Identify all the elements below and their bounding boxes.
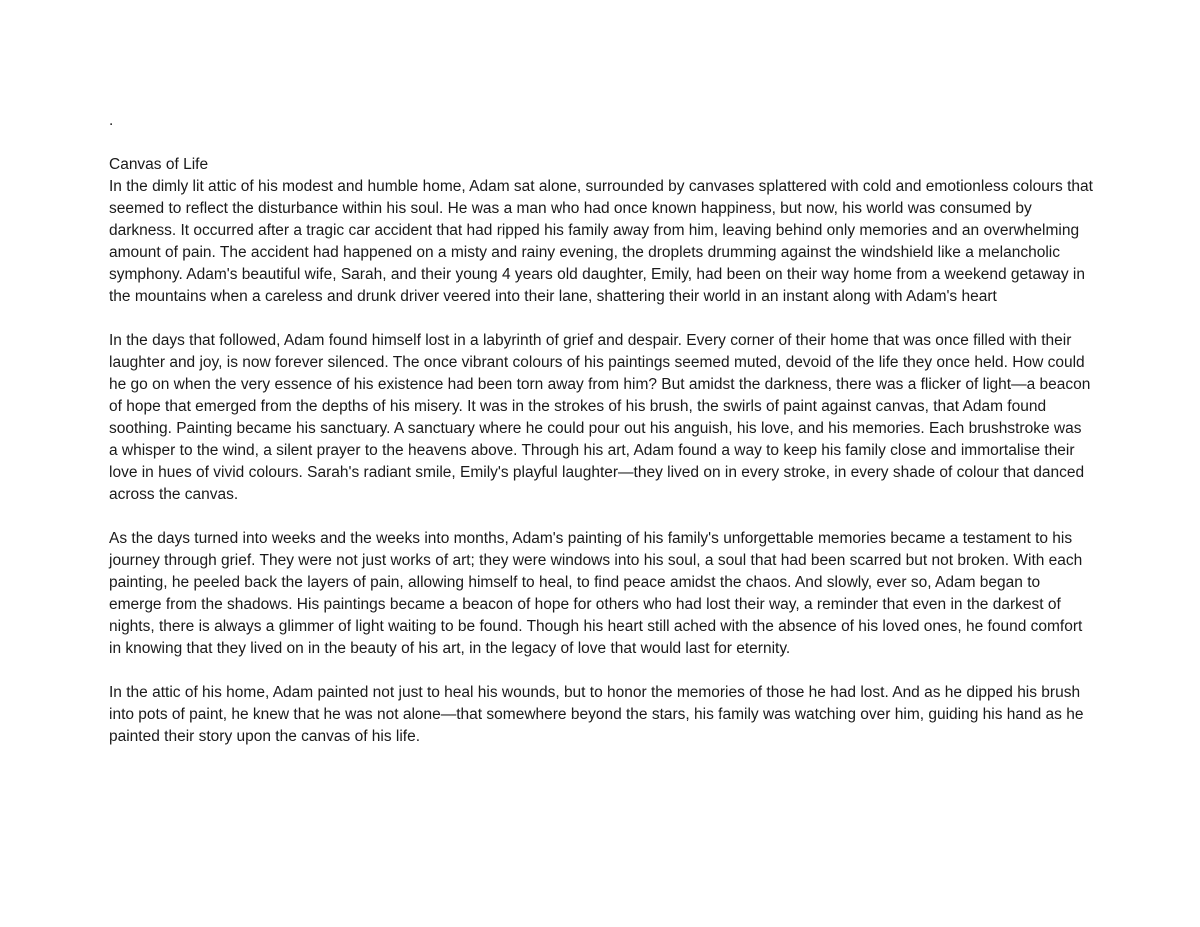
paragraph-3: As the days turned into weeks and the weeks into months, Adam's painting of his family's unforgettable memories became a testament to his journey through grief. They were not just works of art; they were windows into his soul, a soul that had been scarred but not broken. With each painting, he peeled back the layers of pain, allowing himself to heal, to find peace amidst the chaos. And slowly, ever so, Adam began to emerge from the shadows. His paintings became a beacon of hope for others who had lost their way, a reminder that even in the darkest of nights, there is always a glimmer of light waiting to be found. Though his heart still ached with the absence of his loved ones, he found comfort in knowing that they lived on in the beauty of his art, in the legacy of love that would last for eternity. [109, 530, 1083, 657]
paragraph-4: In the attic of his home, Adam painted not just to heal his wounds, but to honor the memories of those he had lost. And as he dipped his brush into pots of paint, he knew that he was not alone—that somewhere beyond the stars, his family was watching over him, guiding his hand as he painted their story upon the canvas of his life. [109, 684, 1084, 745]
document-body [109, 110, 1094, 770]
paragraph-2: In the days that followed, Adam found himself lost in a labyrinth of grief and despair. Every corner of their home that was once filled with their laughter and joy, is now forever silenced. The once vibrant colours of his paintings seemed muted, devoid of the life they once held. How could he go on when the very essence of his existence had been torn away from him? But amidst the darkness, there was a flicker of light—a beacon of hope that emerged from the depths of his misery. It was in the strokes of his brush, the swirls of paint against canvas, that Adam found soothing. Painting became his sanctuary. A sanctuary where he could pour out his anguish, his love, and his memories. Each brushstroke was a whisper to the wind, a silent prayer to the heavens above. Through his art, Adam found a way to keep his family close and immortalise their love in hues of vivid colours. Sarah's radiant smile, Emily's playful laughter—they lived on in every stroke, in every shade of colour that danced across the canvas. [109, 332, 1091, 503]
paragraph-1: In the dimly lit attic of his modest and humble home, Adam sat alone, surrounded by canvases splattered with cold and emotionless colours that seemed to reflect the disturbance within his soul. He was a man who had once known happiness, but now, his world was consumed by darkness. It occurred after a tragic car accident that had ripped his family away from him, leaving behind only memories and an overwhelming amount of pain. The accident had happened on a misty and rainy evening, the droplets drumming against the windshield like a melancholic symphony. Adam's beautiful wife, Sarah, and their young 4 years old daughter, Emily, had been on their way home from a weekend getaway in the mountains when a careless and drunk driver veered into their lane, shattering their world in an instant along with Adam's heart [109, 178, 1093, 305]
leading-dot: . [109, 112, 114, 129]
story-title: Canvas of Life [109, 156, 209, 173]
